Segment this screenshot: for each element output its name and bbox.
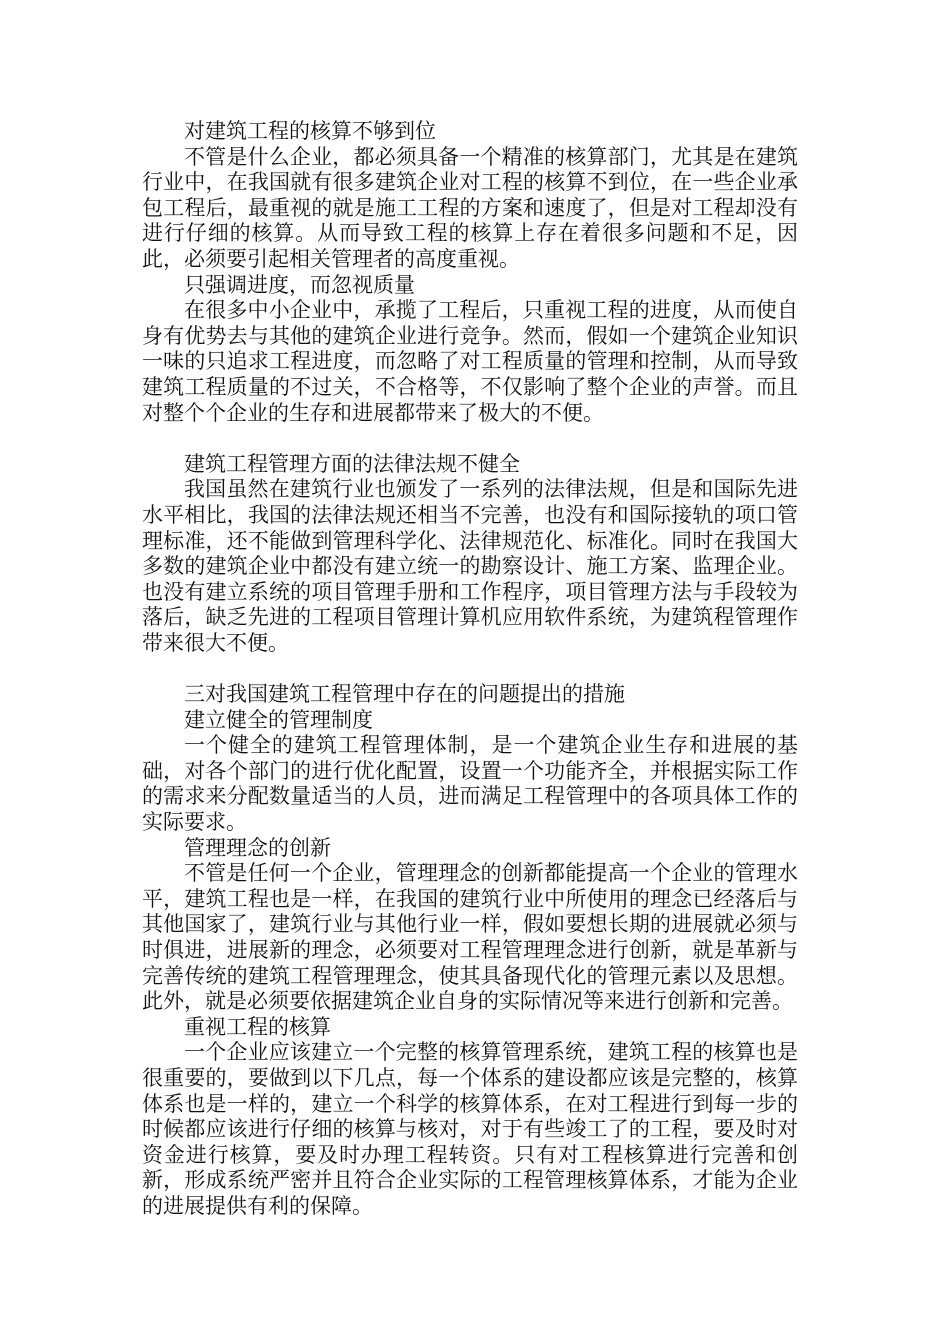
section-heading: 建筑工程管理方面的法律法规不健全 (184, 451, 520, 476)
body-paragraph: 在很多中小企业中，承揽了工程后，只重视工程的进度，从而使自身有优势去与其他的建筑企业进行竞争。然而，假如一个建筑企业知识一味的只追求工程进度，而忽略了对工程质量的管理和控制，从而导致建筑工程质量的不过关，不合格等，不仅影响了整个企业的声誉。而且对整个个企业的生存和进展都带来了极大的不便。 (142, 298, 798, 425)
document-body (142, 119, 798, 1220)
chapter-heading: 三对我国建筑工程管理中存在的问题提出的措施 (184, 682, 625, 707)
section-heading: 建立健全的管理制度 (184, 707, 373, 732)
section-heading: 对建筑工程的核算不够到位 (184, 119, 436, 143)
section-heading: 重视工程的核算 (184, 1014, 331, 1039)
section-heading: 管理理念的创新 (184, 835, 331, 860)
body-paragraph: 我国虽然在建筑行业也颁发了一系列的法律法规，但是和国际先进水平相比，我国的法律法规还相当不完善，也没有和国际接轨的项口管理标准，还不能做到管理科学化、法律规范化、标准化。同时在我国大多数的建筑企业中都没有建立统一的勘察设计、施工方案、监理企业。也没有建立系统的项目管理手册和工作程序，项目管理方法与手段较为落后，缺乏先进的工程项目管理计算机应用软件系统，为建筑程管理作带来很大不便。 (142, 477, 798, 655)
body-paragraph: 不管是什么企业，都必须具备一个精准的核算部门，尤其是在建筑行业中，在我国就有很多建筑企业对工程的核算不到位，在一些企业承包工程后，最重视的就是施工工程的方案和速度了，但是对工程却没有进行仔细的核算。从而导致工程的核算上存在着很多问题和不足，因此，必须要引起相关管理者的高度重视。 (142, 144, 798, 271)
body-paragraph: 一个健全的建筑工程管理体制，是一个建筑企业生存和进展的基础，对各个部门的进行优化配置，设置一个功能齐全，并根据实际工作的需求来分配数量适当的人员，进而满足工程管理中的各项具体工作的实际要求。 (142, 733, 798, 835)
body-paragraph: 不管是任何一个企业，管理理念的创新都能提高一个企业的管理水平，建筑工程也是一样，在我国的建筑行业中所使用的理念已经落后与其他国家了，建筑行业与其他行业一样，假如要想长期的进展就必须与时俱进，进展新的理念，必须要对工程管理理念进行创新，就是革新与完善传统的建筑工程管理理念，使其具备现代化的管理元素以及思想。此外，就是必须要依据建筑企业自身的实际情况等来进行创新和完善。 (142, 861, 798, 1014)
body-paragraph: 一个企业应该建立一个完整的核算管理系统，建筑工程的核算也是很重要的，要做到以下几点，每一个体系的建设都应该是完整的，核算体系也是一样的，建立一个科学的核算体系，在对工程进行到每一步的时候都应该进行仔细的核算与核对，对于有些竣工了的工程，要及时对资金进行核算，要及时办理工程转资。只有对工程核算进行完善和创新，形成系统严密并且符合企业实际的工程管理核算体系，才能为企业的进展提供有利的保障。 (142, 1040, 798, 1218)
section-heading: 只强调进度，而忽视质量 (184, 272, 415, 297)
